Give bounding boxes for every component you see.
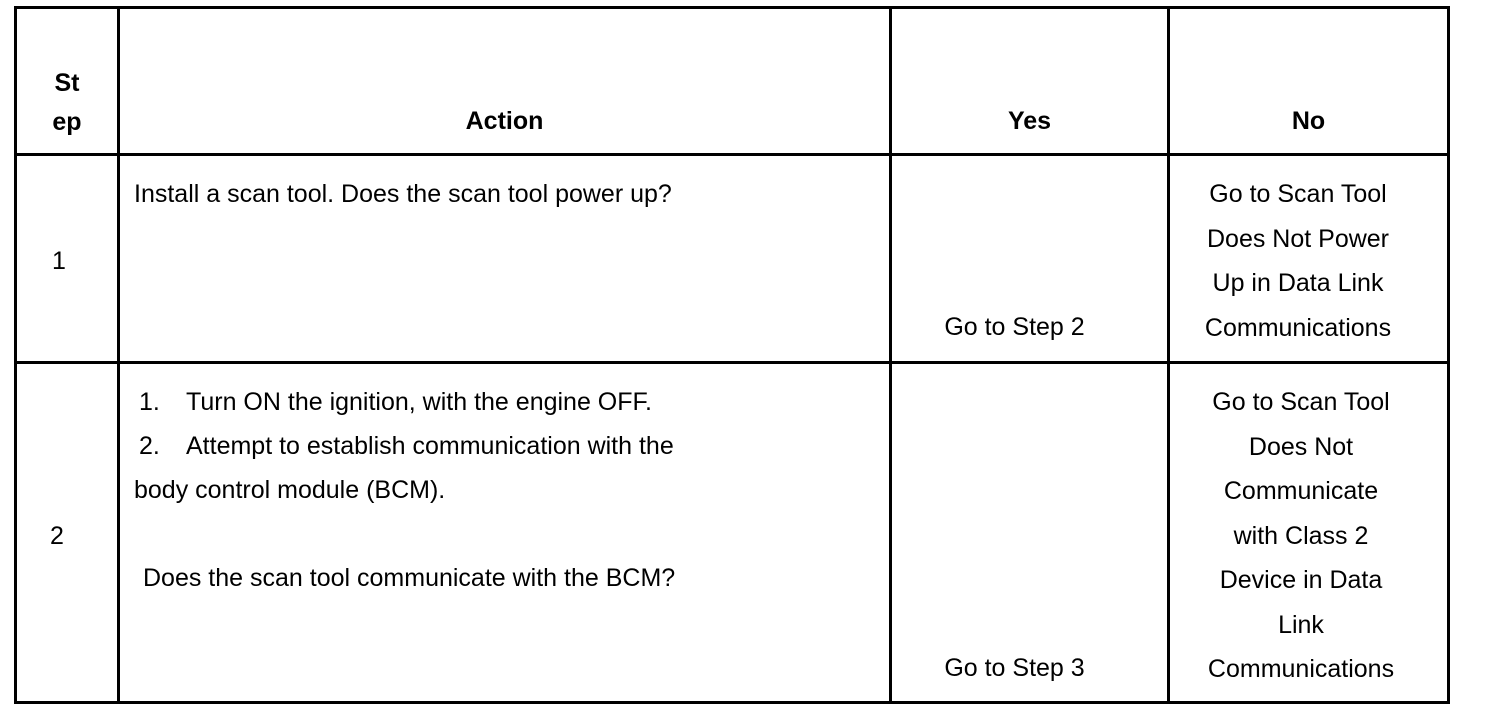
header-step-line1: St (54, 69, 80, 97)
row2-no-line: Communicate (1223, 477, 1379, 505)
row-divider (17, 361, 1447, 364)
diagnostic-table (14, 6, 1450, 704)
row2-item1-num: 1. (139, 388, 160, 416)
row2-step: 2 (50, 522, 64, 550)
row2-item1-text: Turn ON the ignition, with the engine OFF. (186, 388, 652, 416)
header-step (17, 64, 117, 142)
row2-question: Does the scan tool communicate with the BCM? (143, 564, 676, 592)
row2-item2-text: Attempt to establish communication with the (186, 432, 674, 460)
row2-yes: Go to Step 3 (944, 654, 1085, 682)
row2-item2-num: 2. (139, 432, 160, 460)
row2-no-line: with Class 2 (1233, 521, 1369, 550)
row2-no-line: Go to Scan Tool (1212, 388, 1390, 416)
row1-no-line: Does Not Power (1206, 224, 1390, 253)
row1-action: Install a scan tool. Does the scan tool power up? (134, 180, 672, 208)
row1-yes: Go to Step 2 (944, 313, 1085, 341)
header-yes: Yes (1007, 107, 1052, 135)
row2-no-line: Device in Data (1219, 566, 1383, 594)
row-divider (17, 153, 1447, 156)
header-no: No (1291, 107, 1326, 135)
row2-no-line: Does Not (1248, 432, 1354, 461)
row1-no-line: Go to Scan Tool (1209, 180, 1387, 208)
row2-no-line: Link (1278, 610, 1324, 639)
row2-no-line: Communications (1207, 655, 1395, 683)
header-action: Action (465, 107, 544, 135)
header-step-line2: ep (52, 108, 82, 136)
row1-no-line: Communications (1204, 313, 1392, 342)
row1-no (1170, 172, 1426, 350)
row2-item2-continuation: body control module (BCM). (134, 476, 446, 504)
row2-no (1170, 380, 1432, 692)
row1-step: 1 (52, 247, 66, 275)
row1-no-line: Up in Data Link (1212, 269, 1384, 297)
